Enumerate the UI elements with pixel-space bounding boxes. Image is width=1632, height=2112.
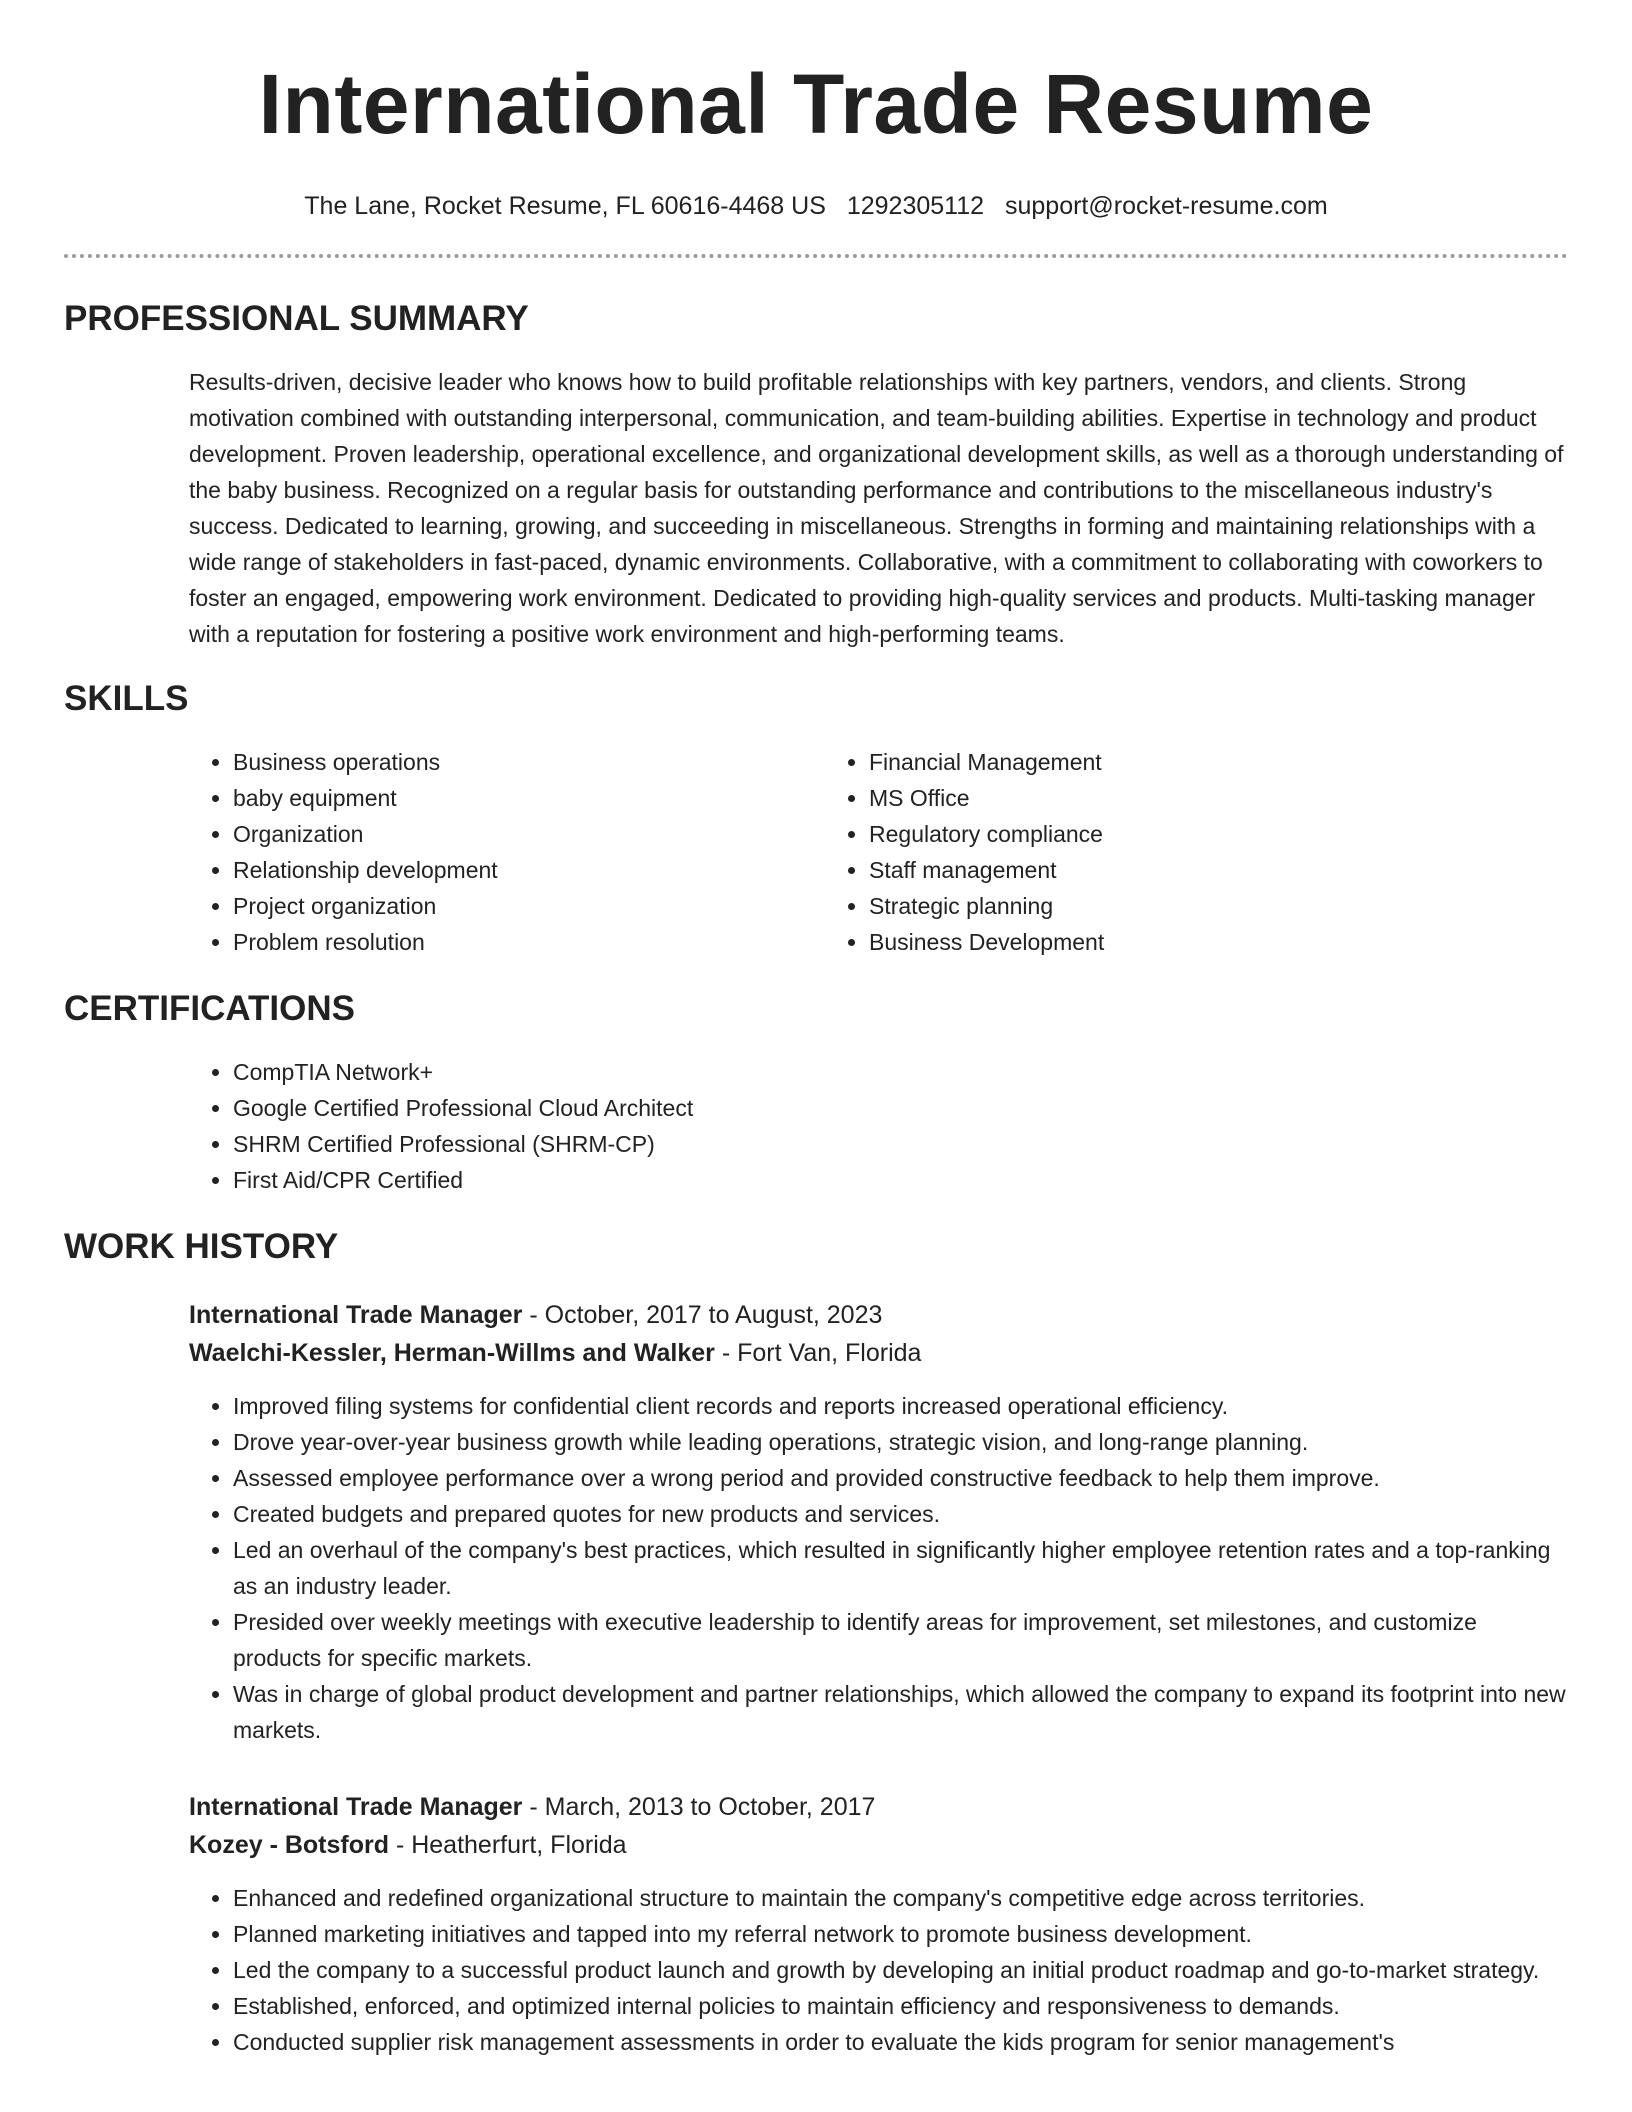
skill-item: • Financial Management bbox=[869, 744, 1461, 780]
section-title-skills: SKILLS bbox=[64, 679, 189, 718]
job-title-line bbox=[189, 1788, 1568, 1826]
skill-item: • Organization bbox=[233, 816, 825, 852]
skill-item: • Problem resolution bbox=[233, 924, 825, 960]
skill-item: • Project organization bbox=[233, 888, 825, 924]
job-company-line bbox=[189, 1826, 1568, 1864]
job-bullets bbox=[189, 1388, 1568, 1748]
skills-list bbox=[189, 744, 1568, 960]
certifications-bullets bbox=[189, 1054, 1568, 1198]
certification-item: • First Aid/CPR Certified bbox=[233, 1162, 1568, 1198]
job-bullet: • Created budgets and prepared quotes for new products and services. bbox=[233, 1496, 1568, 1532]
job-bullet: • Conducted supplier risk management assessments in order to evaluate the kids program for senior management's bbox=[233, 2024, 1568, 2060]
skill-item: • MS Office bbox=[869, 780, 1461, 816]
skill-item: • Business Development bbox=[869, 924, 1461, 960]
section-title-certifications: CERTIFICATIONS bbox=[64, 989, 356, 1028]
resume-page bbox=[64, 0, 1568, 2060]
job-bullet: • Was in charge of global product development and partner relationships, which allowed the company to expand its footprint into new markets. bbox=[233, 1676, 1568, 1748]
summary-text: Results-driven, decisive leader who knows how to build profitable relationships with key partners, vendors, and clients. Strong motivation combined with outstanding interpersonal, communication, and team-building abilities. Expertise in technology and product development. Proven leadership, operational excellence, and organizational development skills, as well as a thorough understanding of the baby business. Recognized on a regular basis for outstanding performance and contributions to the miscellaneous industry's success. Dedicated to learning, growing, and succeeding in miscellaneous. Strengths in forming and maintaining relationships with a wide range of stakeholders in fast-paced, dynamic environments. Collaborative, with a commitment to collaborating with coworkers to foster an engaged, empowering work environment. Dedicated to providing high-quality services and products. Multi-tasking manager with a reputation for fostering a positive work environment and high-performing teams. bbox=[189, 369, 1564, 647]
job-company-line bbox=[189, 1334, 1568, 1372]
job-location: - Fort Van, Florida bbox=[714, 1339, 922, 1367]
job-title-line bbox=[189, 1296, 1568, 1334]
section-title-work-history: WORK HISTORY bbox=[64, 1227, 339, 1266]
job-bullets bbox=[189, 1880, 1568, 2060]
skills-column-right bbox=[825, 744, 1461, 960]
skill-item: • Business operations bbox=[233, 744, 825, 780]
contact-phone: 1292305112 bbox=[846, 192, 985, 220]
header-divider bbox=[64, 254, 1568, 258]
job-bullet: • Improved filing systems for confidential client records and reports increased operational efficiency. bbox=[233, 1388, 1568, 1424]
skill-item: • Staff management bbox=[869, 852, 1461, 888]
job-bullet: • Assessed employee performance over a wrong period and provided constructive feedback to help them improve. bbox=[233, 1460, 1568, 1496]
job-bullet: • Planned marketing initiatives and tapped into my referral network to promote business development. bbox=[233, 1916, 1568, 1952]
job-dates: - October, 2017 to August, 2023 bbox=[522, 1301, 883, 1329]
skill-item: • Regulatory compliance bbox=[869, 816, 1461, 852]
certification-item: • CompTIA Network+ bbox=[233, 1054, 1568, 1090]
job-bullet: • Led the company to a successful product launch and growth by developing an initial product roadmap and go-to-market strategy. bbox=[233, 1952, 1568, 1988]
job-bullet: • Enhanced and redefined organizational structure to maintain the company's competitive edge across territories. bbox=[233, 1880, 1568, 1916]
job-location: - Heatherfurt, Florida bbox=[389, 1831, 627, 1859]
section-title-summary: PROFESSIONAL SUMMARY bbox=[64, 299, 529, 338]
job-bullet: • Established, enforced, and optimized internal policies to maintain efficiency and responsiveness to demands. bbox=[233, 1988, 1568, 2024]
skill-item: • Relationship development bbox=[233, 852, 825, 888]
certifications-list bbox=[189, 1054, 1568, 1198]
job-role: International Trade Manager bbox=[189, 1301, 523, 1329]
certification-item: • Google Certified Professional Cloud Architect bbox=[233, 1090, 1568, 1126]
contact-info bbox=[64, 190, 1568, 222]
job-company: Kozey - Botsford bbox=[189, 1831, 389, 1859]
certification-item: • SHRM Certified Professional (SHRM-CP) bbox=[233, 1126, 1568, 1162]
job-bullet: • Drove year-over-year business growth while leading operations, strategic vision, and long-range planning. bbox=[233, 1424, 1568, 1460]
skills-column-left bbox=[189, 744, 825, 960]
job-role: International Trade Manager bbox=[189, 1793, 523, 1821]
job-bullet: • Presided over weekly meetings with executive leadership to identify areas for improvement, set milestones, and customize products for specific markets. bbox=[233, 1604, 1568, 1676]
resume-title: International Trade Resume bbox=[258, 57, 1374, 151]
job-entry bbox=[189, 1788, 1568, 2060]
job-dates: - March, 2013 to October, 2017 bbox=[522, 1793, 876, 1821]
job-company: Waelchi-Kessler, Herman-Willms and Walker bbox=[189, 1339, 715, 1367]
contact-address: The Lane, Rocket Resume, FL 60616-4468 US bbox=[304, 192, 826, 220]
skill-item: • baby equipment bbox=[233, 780, 825, 816]
skill-item: • Strategic planning bbox=[869, 888, 1461, 924]
job-entry bbox=[189, 1296, 1568, 1748]
contact-email: support@rocket-resume.com bbox=[1004, 192, 1328, 220]
job-bullet: • Led an overhaul of the company's best practices, which resulted in significantly higher employee retention rates and a top-ranking as an industry leader. bbox=[233, 1532, 1568, 1604]
